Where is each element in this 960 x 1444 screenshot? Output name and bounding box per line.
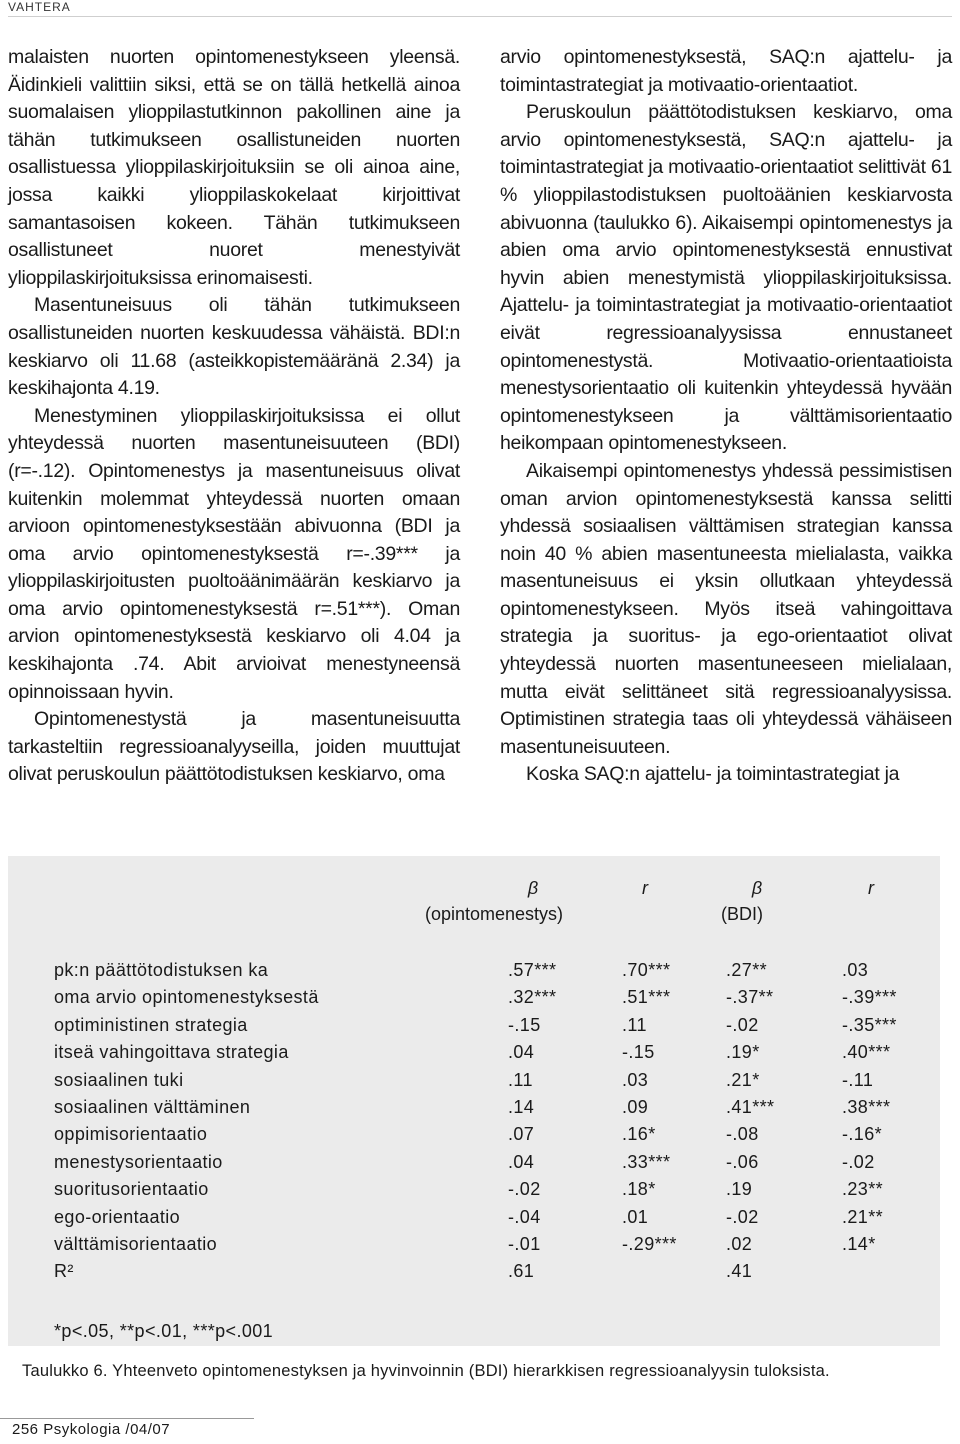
cell-value: .57*** xyxy=(508,960,557,980)
row-label: optiministinen strategia xyxy=(54,1014,248,1035)
table-row xyxy=(54,1261,914,1288)
cell-value: .01 xyxy=(622,1206,649,1227)
left-column xyxy=(8,44,460,789)
cell-value: .32*** xyxy=(508,987,557,1008)
results-table xyxy=(8,856,940,1346)
header-group-opintomenestys: (opintomenestys) xyxy=(424,904,564,924)
row-label: suoritusorientaatio xyxy=(54,1179,209,1200)
cell-value: .09 xyxy=(622,1097,649,1117)
cell-value: .51*** xyxy=(622,987,671,1008)
row-label: oppimisorientaatio xyxy=(54,1124,208,1145)
table-row xyxy=(54,1015,914,1042)
cell-value: .03 xyxy=(842,960,869,980)
cell-value: -.04 xyxy=(508,1206,541,1227)
cell-value: .33*** xyxy=(622,1151,671,1172)
page-number: 256 Psykologia /04/07 xyxy=(12,1421,171,1438)
page-footer xyxy=(0,1418,254,1438)
cell-value: .02 xyxy=(726,1234,753,1254)
cell-value: -.15 xyxy=(622,1042,655,1063)
row-label: ego-orientaatio xyxy=(54,1206,181,1227)
header-beta: β xyxy=(751,878,763,898)
table-caption: Taulukko 6. Yhteenveto opintomenestyksen ja hyvinvoinnin (BDI) hierarkkisen regressioanalyysin tuloksista. xyxy=(22,1362,830,1380)
paragraph: Menestyminen ylioppilaskirjoituksissa ei ollut yhteydessä nuorten masentuneisuuteen (BDI) (r=-.12). Opintomenestys ja masentuneisuus olivat kuitenkin molemmat yhteydessä nuorten omaan arvioon opintomenestyksestään abivuonna (BDI ja oma arvio opintomenestyksestä r=-.39*** ja ylioppilaskirjoitusten puoltoäänimäärän keskiarvo ja oma arvio opintomenestyksestä r=.51***). Oman arvion opintomenestyksestä keskiarvo oli 4.04 ja keskihajonta .74. Abit arvioivat menestyneensä opinnoissaan hyvin. xyxy=(8,404,460,703)
table-footnote: *p<.05, **p<.01, ***p<.001 xyxy=(54,1321,274,1341)
cell-value: .27** xyxy=(726,960,768,980)
row-label: sosiaalinen välttäminen xyxy=(54,1097,251,1117)
cell-value: -.08 xyxy=(726,1124,759,1145)
cell-value: .03 xyxy=(622,1069,649,1090)
cell-value: .04 xyxy=(508,1151,535,1172)
row-label: menestysorientaatio xyxy=(54,1151,223,1172)
cell-value: .21** xyxy=(842,1206,884,1227)
paragraph: Peruskoulun päättötodistuksen keskiarvo, oma arvio opintomenestyksestä, SAQ:n ajattelu- ja toimintastrategiat ja motivaatio-orientaatiot selittivät 61 % ylioppilastodistuksen puoltoäänien keskiarvosta abivuonna (taulukko 6). Aikaisempi opintomenestys ja abien oma arvio opintomenestyksestä ennustivat hyvin abien menestymistä ylioppilaskirjoituksissa. Ajattelu- ja toimintastrategiat ja motivaatio-orientaatiot eivät regressioanalyysissa ennustaneet opintomenestystä. Motivaatio-orientaatioista menestysorientaatio oli kuitenkin yhteydessä hyvään opintomenestykseen ja välttämisorientaatio heikompaan opintomenestykseen. xyxy=(500,101,952,455)
right-column xyxy=(500,44,952,789)
running-head: VAHTERA xyxy=(8,0,952,17)
cell-value: .14* xyxy=(842,1234,876,1254)
cell-value: -.02 xyxy=(508,1179,541,1200)
table-row xyxy=(54,960,914,987)
cell-value: .41 xyxy=(726,1261,753,1282)
cell-value: -.02 xyxy=(726,1206,759,1227)
table-row xyxy=(54,1179,914,1206)
cell-value: -.01 xyxy=(508,1234,541,1254)
header-r: r xyxy=(642,878,648,898)
table-row xyxy=(54,1234,914,1261)
cell-value: .61 xyxy=(508,1261,535,1282)
cell-value: .18* xyxy=(622,1179,656,1200)
table-row xyxy=(54,987,914,1014)
paragraph: Aikaisempi opintomenestys yhdessä pessimistisen oman arvion opintomenestyksestä kanssa selitti yhdessä sosiaalisen välttämisen strategian kanssa noin 40 % abien masentuneesta mielialasta, vaikka masentuneisuus ei yksin ollutkaan yhteydessä opintomenestykseen. Myös itseä vahingoittava strategia ja suoritus- ja ego-orientaatiot olivat yhteydessä nuorten masentuneeseen mielialaan, mutta eivät selittäneet sitä regressioanalyysissa. Optimistinen strategia taas oli yhteydessä vähäiseen masentuneisuuteen. xyxy=(500,459,952,758)
header-beta: β xyxy=(527,878,539,898)
paragraph: malaisten nuorten opintomenestykseen yleensä. Äidinkieli valittiin siksi, että se on tällä hetkellä ainoa suomalaisen ylioppilastutkinnon pakollinen aine ja tähän tutkimukseen osallistuneiden nuorten osallistuessa ylioppilaskirjoituksiin se oli ainoa aine, jossa kaikki ylioppilaskokelaat kirjoittivat samantasoisen kokeen. Tähän tutkimukseen osallistuneet nuoret menestyivät ylioppilaskirjoituksissa erinomaisesti. xyxy=(8,46,460,289)
cell-value: -.02 xyxy=(842,1151,875,1172)
cell-value: -.16* xyxy=(842,1124,883,1145)
row-label: oma arvio opintomenestyksestä xyxy=(54,987,319,1008)
cell-value: .38*** xyxy=(842,1097,891,1117)
table-row xyxy=(54,1152,914,1179)
cell-value: -.06 xyxy=(726,1151,759,1172)
cell-value: .11 xyxy=(508,1069,533,1090)
table-row xyxy=(54,1207,914,1234)
cell-value: -.29*** xyxy=(622,1234,677,1254)
cell-value: .23** xyxy=(842,1179,884,1200)
cell-value: .41*** xyxy=(726,1097,775,1117)
paragraph: arvio opintomenestyksestä, SAQ:n ajattelu- ja toimintastrategiat ja motivaatio-orientaatiot. xyxy=(500,46,952,96)
cell-value: .40*** xyxy=(842,1042,891,1063)
cell-value: .19* xyxy=(726,1042,760,1063)
header-r: r xyxy=(868,878,874,898)
row-label: itseä vahingoittava strategia xyxy=(54,1042,289,1063)
cell-value: -.15 xyxy=(508,1014,541,1035)
cell-value: .04 xyxy=(508,1042,535,1063)
cell-value: .70*** xyxy=(622,960,671,980)
cell-value: .14 xyxy=(508,1097,535,1117)
table-row xyxy=(54,1097,914,1124)
cell-value: -.35*** xyxy=(842,1014,897,1035)
paragraph: Opintomenestystä ja masentuneisuutta tarkasteltiin regressioanalyyseilla, joiden muuttujat olivat peruskoulun päättötodistuksen keskiarvo, oma xyxy=(8,708,460,786)
cell-value: .21* xyxy=(726,1069,760,1090)
cell-value: -.11 xyxy=(842,1069,874,1090)
row-label: sosiaalinen tuki xyxy=(54,1069,184,1090)
cell-value: -.02 xyxy=(726,1014,759,1035)
paragraph: Masentuneisuus oli tähän tutkimukseen osallistuneiden nuorten keskuudessa vähäistä. BDI:n keskiarvo oli 11.68 (asteikkopistemääränä 2.34) ja keskihajonta 4.19. xyxy=(8,294,460,400)
row-label: R² xyxy=(54,1261,74,1282)
table-row xyxy=(54,1042,914,1069)
cell-value: .16* xyxy=(622,1124,656,1145)
cell-value: -.37** xyxy=(726,987,774,1008)
row-label: pk:n päättötodistuksen ka xyxy=(54,960,269,980)
paragraph: Koska SAQ:n ajattelu- ja toimintastrategiat ja xyxy=(526,763,900,786)
cell-value: .11 xyxy=(622,1014,647,1035)
cell-value: .07 xyxy=(508,1124,535,1145)
cell-value: -.39*** xyxy=(842,987,897,1008)
table-row xyxy=(54,1070,914,1097)
header-group-bdi: (BDI) xyxy=(721,904,763,924)
row-label: välttämisorientaatio xyxy=(54,1234,218,1254)
cell-value: .19 xyxy=(726,1179,753,1200)
table-row xyxy=(54,1124,914,1151)
